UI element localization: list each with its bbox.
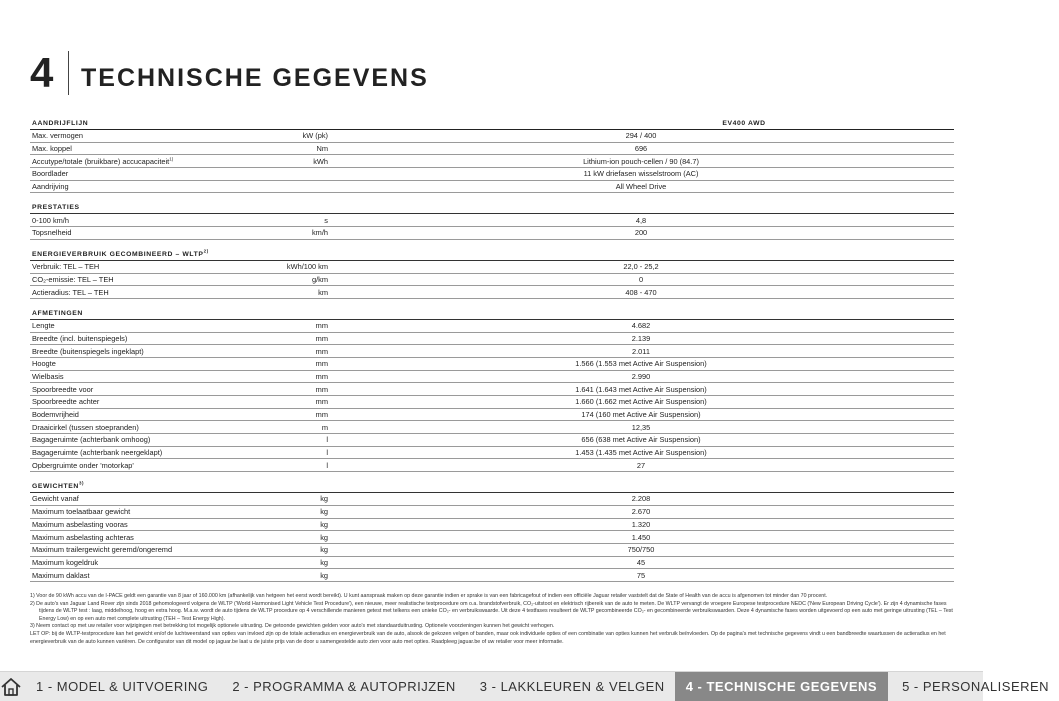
spec-value: 1.450 [631, 532, 651, 542]
spec-row [30, 569, 954, 582]
spec-row [30, 274, 954, 287]
spec-unit: kg [320, 545, 328, 555]
spec-label-text: Maximum asbelasting achteras [32, 532, 134, 542]
spec-value: 2.011 [632, 346, 650, 356]
section-header [30, 308, 954, 320]
spec-value: 4.682 [631, 321, 651, 331]
spec-row [30, 447, 954, 460]
spec-row [30, 531, 954, 544]
spec-label [30, 520, 246, 529]
spec-unit: m [321, 422, 328, 432]
spec-value: 656 (638 met Active Air Suspension) [581, 435, 701, 445]
section-header [30, 249, 954, 261]
spec-value: 2.670 [631, 507, 651, 517]
spec-label [30, 533, 246, 542]
spec-value: 1.566 (1.553 met Active Air Suspension) [575, 359, 707, 369]
spec-value: 4,8 [635, 215, 647, 225]
section-title-text: ENERGIEVERBRUIK GECOMBINEERD – WLTP [32, 250, 204, 258]
spec-label [30, 228, 246, 237]
spec-unit: mm [315, 410, 328, 420]
spec-label-text: Bagageruimte (achterbank omhoog) [32, 435, 151, 445]
spec-label-text: Maximum asbelasting vooras [32, 519, 128, 529]
page-title: TECHNISCHE GEGEVENS [81, 63, 429, 92]
spec-label [30, 157, 246, 166]
spec-unit: mm [315, 359, 328, 369]
spec-unit: km/h [311, 228, 328, 238]
spec-row [30, 143, 954, 156]
spec-value: 294 / 400 [625, 131, 657, 141]
spec-value: 2.208 [631, 494, 651, 504]
spec-row [30, 383, 954, 396]
spec-label [30, 571, 246, 580]
spec-unit: mm [315, 333, 328, 343]
spec-label [30, 507, 246, 516]
footnote: 3) Neem contact op met uw retailer voor wijzigingen met betrekking tot mogelijk optionele uitrusting. De getoonde gewichten gelden voor auto's met standaarduitrusting. Optionele voorzieningen kunnen het gewicht verhogen. [30, 623, 555, 630]
spec-row [30, 333, 954, 346]
spec-label [30, 397, 246, 406]
spec-label [30, 169, 246, 178]
section-gap [30, 472, 954, 481]
spec-label-text: Max. koppel [32, 144, 72, 154]
spec-label [30, 262, 246, 271]
spec-label-text: Max. vermogen [32, 131, 83, 141]
home-icon [0, 677, 22, 697]
spec-row [30, 396, 954, 409]
spec-unit: l [326, 460, 328, 470]
spec-unit: mm [315, 371, 328, 381]
nav-tab-4[interactable]: 4 - TECHNISCHE GEGEVENS [675, 672, 888, 701]
spec-value: 1.641 (1.643 met Active Air Suspension) [575, 384, 707, 394]
section-header [30, 202, 954, 214]
section-title [30, 480, 954, 491]
spec-row [30, 371, 954, 384]
page-header [30, 50, 429, 96]
section-header [30, 118, 954, 130]
spec-label [30, 216, 246, 225]
spec-label [30, 182, 246, 191]
nav-tab-3[interactable]: 3 - LAKKLEUREN & VELGEN [479, 679, 665, 694]
spec-value: 200 [634, 228, 648, 238]
spec-unit: kg [320, 532, 328, 542]
spec-label-text: Accutype/totale (bruikbare) accucapaciteit [32, 156, 170, 166]
spec-label-text: Maximum daklast [32, 570, 90, 580]
spec-label [30, 494, 246, 503]
spec-table [30, 118, 954, 582]
spec-row [30, 130, 954, 143]
spec-label-text: Actieradius: TEL – TEH [32, 287, 109, 297]
spec-value: 45 [636, 557, 646, 567]
spec-label-text: Aandrijving [32, 182, 69, 192]
spec-value: 696 [634, 144, 648, 154]
spec-unit: mm [315, 321, 328, 331]
spec-unit: kWh/100 km [286, 262, 328, 272]
spec-label [30, 131, 246, 140]
spec-row [30, 286, 954, 299]
home-button[interactable] [0, 672, 22, 701]
spec-label [30, 558, 246, 567]
chapter-navbar [0, 671, 1050, 701]
model-column-header: EV400 AWD [722, 120, 766, 127]
spec-label-text: Boordlader [32, 169, 69, 179]
spec-label-text: Hoogte [32, 359, 56, 369]
spec-row [30, 227, 954, 240]
spec-unit: kg [320, 494, 328, 504]
spec-unit: kg [320, 557, 328, 567]
section-footnote-ref: 2) [203, 248, 209, 254]
spec-label-text: Topsnelheid [32, 228, 72, 238]
footnote: 2) De auto's van Jaguar Land Rover zijn sinds 2018 gehomologeerd volgens de WLTP ('World Harmonised Light Vehicle Test Procedure'), een nieuwe, meer realistische testprocedure om o.a. brandstofverbruik, CO₂-uitstoot en elektrisch rijbereik van de auto te meten. De WLTP vervangt de vroegere Europese testprocedure NEDC ('New European Driving Cycle'). Er zijn 4 dynamische fases tijdens de WLTP test : laag, middelhoog, hoog en extra hoog. M.a.w. wordt de auto tijdens de WLTP procedure op 4 verschillende manieren getest met telkens een unieke CO₂- en verbruikswaarde. Uit deze 4 testfases resulteert de WLTP gecombineerde CO₂- en gecombineerde verbruikswaarden. Deze 4 dynamische fases worden uitgevoerd op een auto met geringe uitrusting (TEL – Test Energy Low) en op een auto met complete uitrusting (TEH – Test Energy High). [30, 600, 953, 622]
spec-row [30, 493, 954, 506]
footnote: LET OP: bij de WLTP-testprocedure kan het gewicht en/of de luchtweerstand van opties van invloed zijn op de totale actieradius en energieverbruik van de auto, alsook de gekozen velgen of banden, maar ook individuele opties of een combinatie van opties kunnen het verbruik beïnvloeden. Op de pagina's met technische gegevens vindt u een bandbreedte waartussen de actieradius en het energieverbruik van de auto kunnen variëren. De configurator van dit model op jaguar.be laat u de juiste prijs van de door u samengestelde auto zien voor auto met opties. Raadpleeg jaguar.be of uw retailer voor meer informatie. [30, 630, 946, 645]
spec-row [30, 181, 954, 194]
spec-row [30, 155, 954, 168]
spec-label-text: 0-100 km/h [32, 215, 69, 225]
footnotes [30, 593, 954, 646]
section-gap [30, 193, 954, 202]
spec-row [30, 214, 954, 227]
spec-row [30, 345, 954, 358]
spec-value: 408 - 470 [625, 287, 657, 297]
spec-label-text: Spoorbreedte achter [32, 397, 100, 407]
spec-footnote-ref: 1) [169, 156, 174, 162]
spec-label [30, 359, 246, 368]
spec-label [30, 435, 246, 444]
spec-row [30, 261, 954, 274]
spec-label [30, 423, 246, 432]
spec-unit: g/km [311, 274, 328, 284]
spec-row [30, 168, 954, 181]
spec-value: 2.990 [631, 371, 651, 381]
section-gap [30, 240, 954, 249]
spec-label-text: Lengte [32, 321, 55, 331]
spec-unit: mm [315, 384, 328, 394]
spec-label-text: Bagageruimte (achterbank neergeklapt) [32, 448, 163, 458]
section-title-text: GEWICHTEN [32, 483, 79, 491]
spec-unit: kg [320, 507, 328, 517]
spec-label-text: Maximum toelaatbaar gewicht [32, 507, 131, 517]
spec-label-text: Verbruik: TEL – TEH [32, 262, 100, 272]
spec-label [30, 410, 246, 419]
spec-value: 0 [638, 274, 644, 284]
spec-unit: mm [315, 397, 328, 407]
spec-value: 27 [636, 460, 646, 470]
nav-tab-5[interactable]: 5 - PERSONALISEREN [902, 679, 1050, 694]
spec-label [30, 372, 246, 381]
spec-value: 174 (160 met Active Air Suspension) [581, 410, 701, 420]
spec-label-text: Bodemvrijheid [32, 410, 79, 420]
spec-label [30, 461, 246, 470]
spec-label-text: Opbergruimte onder 'motorkap' [32, 460, 134, 470]
section-title [30, 120, 534, 127]
spec-value: 22,0 - 25,2 [623, 262, 659, 272]
spec-value: Lithium-ion pouch-cellen / 90 (84.7) [583, 156, 699, 166]
spec-row [30, 557, 954, 570]
spec-value: 2.139 [631, 333, 651, 343]
spec-unit: s [324, 215, 328, 225]
spec-unit: km [318, 287, 328, 297]
spec-row [30, 506, 954, 519]
spec-label [30, 545, 246, 554]
spec-value: 12,35 [631, 422, 651, 432]
spec-row [30, 320, 954, 333]
spec-label [30, 275, 246, 284]
spec-label-text: Gewicht vanaf [32, 494, 79, 504]
spec-unit: kg [320, 519, 328, 529]
spec-row [30, 421, 954, 434]
spec-row [30, 519, 954, 532]
spec-unit: kWh [313, 156, 328, 166]
spec-value: 750/750 [627, 545, 655, 555]
spec-unit: kg [320, 570, 328, 580]
section-footnote-ref: 3) [78, 480, 85, 486]
spec-label [30, 144, 246, 153]
spec-label [30, 347, 246, 356]
spec-value: 11 kW driefasen wisselstroom (AC) [583, 169, 699, 179]
spec-label-text: Maximum trailergewicht geremd/ongeremd [32, 545, 173, 555]
spec-value: All Wheel Drive [615, 182, 667, 192]
section-title-text: AANDRIJFLIJN [32, 120, 89, 127]
spec-value: 1.453 (1.435 met Active Air Suspension) [575, 448, 707, 458]
section-title-text: PRESTATIES [32, 204, 80, 212]
spec-label [30, 321, 246, 330]
spec-label [30, 334, 246, 343]
section-title [30, 204, 954, 211]
spec-row [30, 544, 954, 557]
spec-label-text: Spoorbreedte voor [32, 384, 94, 394]
section-title [30, 248, 954, 258]
spec-unit: kW (pk) [302, 131, 328, 141]
section-header [30, 481, 954, 493]
spec-row [30, 409, 954, 422]
spec-label-text: Wielbasis [32, 371, 64, 381]
spec-label [30, 448, 246, 457]
spec-label-text: Breedte (incl. buitenspiegels) [32, 333, 128, 343]
spec-label-text: CO₂-emissie: TEL – TEH [32, 274, 114, 284]
spec-unit: mm [315, 346, 328, 356]
nav-tab-2[interactable]: 2 - PROGRAMMA & AUTOPRIJZEN [232, 679, 456, 694]
nav-tab-1[interactable]: 1 - MODEL & UITVOERING [36, 679, 209, 694]
spec-label-text: Breedte (buitenspiegels ingeklapt) [32, 346, 144, 356]
header-divider [68, 51, 69, 95]
spec-value: 1.320 [631, 519, 651, 529]
spec-unit: l [326, 448, 328, 458]
section-title-text: AFMETINGEN [32, 309, 83, 317]
spec-label-text: Draaicirkel (tussen stoepranden) [32, 422, 139, 432]
spec-unit: Nm [316, 144, 328, 154]
spec-row [30, 434, 954, 447]
spec-label [30, 288, 246, 297]
spec-label [30, 385, 246, 394]
spec-label-text: Maximum kogeldruk [32, 557, 99, 567]
section-title [30, 310, 954, 317]
spec-row [30, 459, 954, 472]
spec-value: 1.660 (1.662 met Active Air Suspension) [575, 397, 707, 407]
footnote: 1) Voor de 90 kWh accu van de I-PACE geldt een garantie van 8 jaar of 160.000 km (afhankelijk van hetgeen het eerst wordt bereikt). U kunt aanspraak maken op deze garantie indien er sprake is van een fabricagefout of indien een officiële Jaguar retailer vaststelt dat de State of Health van de accu is afgenomen tot minder dan 70 procent. [30, 593, 828, 599]
section-gap [30, 299, 954, 308]
spec-value: 75 [636, 570, 646, 580]
chapter-number: 4 [30, 49, 54, 96]
spec-row [30, 358, 954, 371]
spec-unit: l [326, 435, 328, 445]
